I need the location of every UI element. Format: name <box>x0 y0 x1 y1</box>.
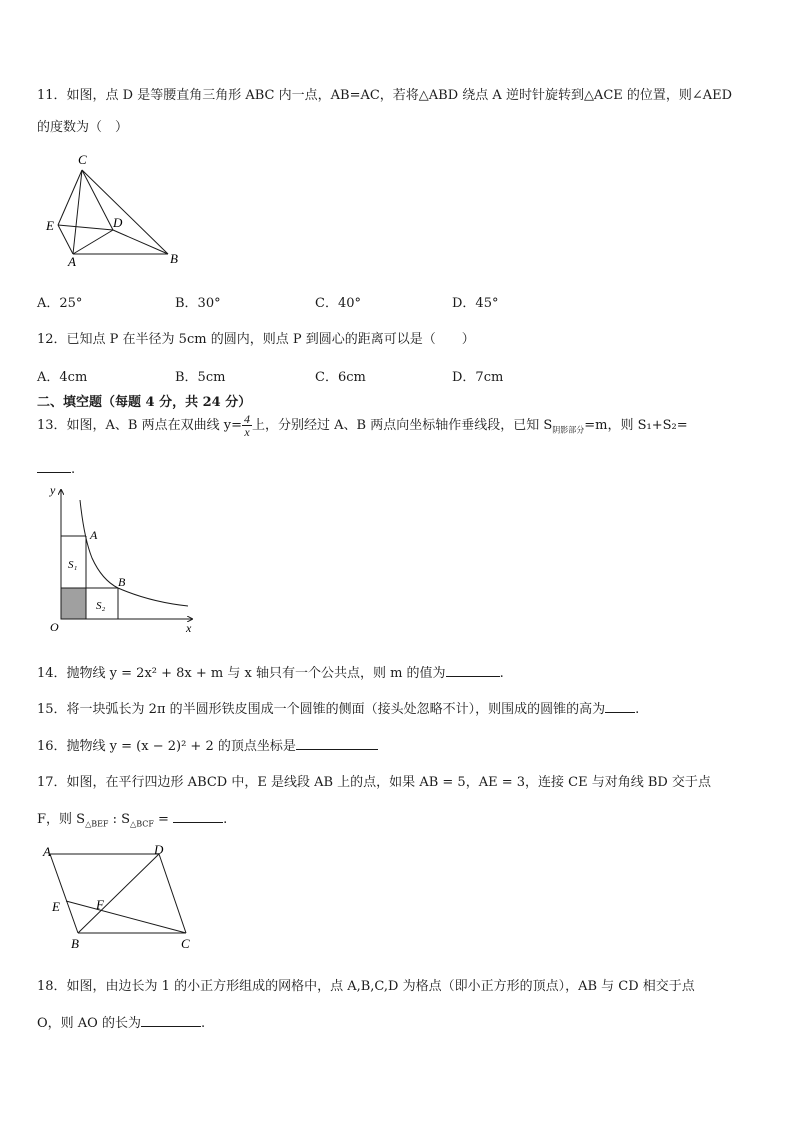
q15-line <box>37 698 639 717</box>
q11-option-a[interactable]: A．25° <box>37 296 83 311</box>
q17-line2-post: = <box>153 812 169 827</box>
q12-option-b[interactable]: B．5cm <box>175 370 226 385</box>
q11-option-d[interactable]: D．45° <box>452 296 499 311</box>
q13-figure <box>40 480 200 640</box>
q12-option-d[interactable]: D．7cm <box>452 370 504 385</box>
q17-line2-pre: F，则 S <box>37 812 86 827</box>
q13-end: . <box>71 462 76 477</box>
q17-sub2: △BCF <box>130 819 154 829</box>
q15-text: 15．将一块弧长为 2π 的半圆形铁皮围成一个圆锥的侧面（接头处忽略不计），则围成的圆锥的高为 <box>37 702 606 717</box>
q17-label-c: C <box>181 936 190 951</box>
q14-line <box>37 662 504 681</box>
q12-option-a[interactable]: A．4cm <box>37 370 88 385</box>
q15-end: . <box>635 702 640 717</box>
q17-label-f: F <box>96 897 104 912</box>
q14-end: . <box>499 666 504 681</box>
q17-sub1: △BEF <box>85 819 109 829</box>
q13-mid: 上，分别经过 A、B 两点向坐标轴作垂线段，已知 S <box>252 418 553 433</box>
q13-label-a: A <box>90 528 98 542</box>
q16-answer-blank[interactable] <box>296 737 378 750</box>
section-fill-blank-title: 二、填空题（每题 4 分，共 24 分） <box>37 395 252 410</box>
q17-answer-blank[interactable] <box>173 810 223 823</box>
q11-option-c[interactable]: C．40° <box>315 296 361 311</box>
q13-answer-blank[interactable] <box>37 460 71 473</box>
q13-label-b: B <box>118 575 126 589</box>
q16-line <box>37 735 378 754</box>
q18-line2 <box>37 1012 205 1031</box>
q13-sub: 阴影部分 <box>552 425 585 435</box>
q13-prefix: 13．如图，A、B 两点在双曲线 y= <box>37 418 242 433</box>
q16-text: 16．抛物线 y = (x − 2)² + 2 的顶点坐标是 <box>37 739 296 754</box>
q14-text: 14．抛物线 y = 2x² + 8x + m 与 x 轴只有一个公共点，则 m 的值为 <box>37 666 446 681</box>
q17-line2 <box>37 808 227 829</box>
q14-answer-blank[interactable] <box>446 664 500 677</box>
q13-label-o: O <box>50 620 59 634</box>
q11-label-d: D <box>113 215 123 230</box>
q17-label-d: D <box>154 842 164 857</box>
q11-label-a: A <box>68 254 76 269</box>
q13-label-s1: S₁ <box>68 559 78 571</box>
q12-option-c[interactable]: C．6cm <box>315 370 366 385</box>
q17-mid: : S <box>108 812 131 827</box>
q11-label-b: B <box>170 251 178 266</box>
q17-line1: 17．如图，在平行四边形 ABCD 中，E 是线段 AB 上的点，如果 AB = 5，AE = 3，连接 CE 与对角线 BD 交于点 <box>37 775 711 790</box>
q13-frac-num: 4 <box>244 412 250 426</box>
q18-line2-pre: O，则 AO 的长为 <box>37 1016 141 1031</box>
q13-line1 <box>37 408 688 449</box>
q18-answer-blank[interactable] <box>141 1014 201 1027</box>
q12-text: 12．已知点 P 在半径为 5cm 的圆内，则点 P 到圆心的距离可以是（ ） <box>37 332 475 347</box>
q13-label-x: x <box>186 621 192 635</box>
q15-answer-blank[interactable] <box>605 700 635 713</box>
q18-end: . <box>200 1016 206 1031</box>
q11-figure <box>40 150 190 270</box>
q17-label-b: B <box>71 936 79 951</box>
q11-label-e: E <box>46 218 54 233</box>
q13-frac-den: x <box>244 425 250 439</box>
q18-line1: 18．如图，由边长为 1 的小正方形组成的网格中，点 A,B,C,D 为格点（即小正方形的顶点），AB 与 CD 相交于点 <box>37 979 695 994</box>
q11-line1: 11．如图，点 D 是等腰直角三角形 ABC 内一点，AB=AC，若将△ABD 绕点 A 逆时针旋转到△ACE 的位置，则∠AED <box>37 88 733 103</box>
q17-end: . <box>223 812 228 827</box>
q11-line2: 的度数为（ ） <box>37 120 129 135</box>
q17-label-e: E <box>52 899 60 914</box>
q13-label-s2: S₂ <box>96 600 106 612</box>
q11-option-b[interactable]: B．30° <box>175 296 221 311</box>
q13-line2 <box>37 460 75 477</box>
q17-figure <box>38 838 208 958</box>
q13-label-y: y <box>50 483 56 497</box>
q13-suffix: =m，则 S₁+S₂= <box>584 418 688 433</box>
q13-fraction <box>242 413 252 438</box>
q11-label-c: C <box>78 152 87 167</box>
q17-label-a: A <box>43 844 51 859</box>
